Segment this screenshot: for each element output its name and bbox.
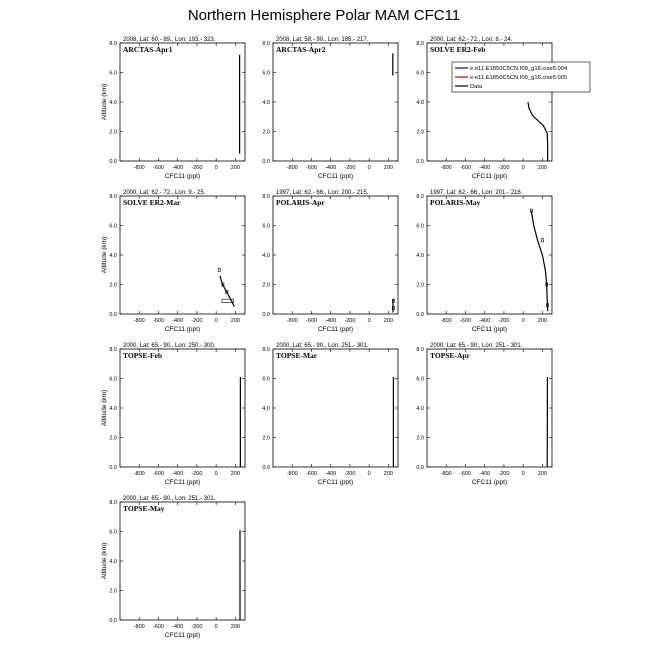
x-tick-label: -800 <box>286 318 298 324</box>
plot-frame <box>120 349 245 467</box>
x-axis-label: CFC11 (ppt) <box>164 632 201 639</box>
x-axis-label: CFC11 (ppt) <box>471 326 508 333</box>
x-axis-label: CFC11 (ppt) <box>317 173 354 180</box>
page-title: Northern Hemisphere Polar MAM CFC11 <box>187 7 461 24</box>
panel-label: TOPSE-May <box>123 504 165 513</box>
panel-caption: 2008, Lat: 58.- 90., Lon: 185.- 217. <box>276 37 369 43</box>
x-tick-label: -800 <box>286 471 298 477</box>
x-tick-label: -400 <box>325 318 337 324</box>
x-tick-label: -400 <box>479 318 491 324</box>
x-tick-label: -800 <box>440 318 452 324</box>
x-tick-label: -400 <box>172 471 184 477</box>
panel-topse-may <box>101 496 245 639</box>
x-tick-label: 0 <box>367 471 371 477</box>
x-tick-label: -200 <box>191 624 203 630</box>
data-range-box <box>218 268 220 271</box>
panel-label: TOPSE-Feb <box>123 351 163 360</box>
x-tick-label: -600 <box>305 318 317 324</box>
plot-frame <box>273 349 398 467</box>
x-tick-label: -600 <box>305 165 317 171</box>
y-tick-label: 6.0 <box>416 70 424 77</box>
panel-topse-mar <box>262 343 398 486</box>
panel-label: ARCTAS-Apr2 <box>276 45 326 54</box>
y-tick-label: 0.0 <box>109 159 117 165</box>
x-tick-label: 200 <box>230 165 240 171</box>
panel-caption: 1997, Lat: 62.- 66., Lon: 200.- 215. <box>276 190 369 196</box>
y-tick-label: 4.0 <box>416 406 424 412</box>
x-tick-label: 0 <box>214 624 218 630</box>
x-tick-label: 0 <box>367 165 371 171</box>
y-axis-label: Altitude (km) <box>101 83 108 121</box>
panel-caption: 2000, Lat: 65.- 90., Lon: 251.- 301. <box>276 343 369 349</box>
y-tick-label: 2.0 <box>416 129 424 136</box>
x-tick-label: -800 <box>133 165 145 171</box>
x-tick-label: -600 <box>152 624 164 630</box>
y-axis-label: Altitude (km) <box>101 542 108 580</box>
y-tick-label: 4.0 <box>109 406 117 412</box>
panel-caption: 2008, Lat: 60.- 89., Lon: 193.- 323. <box>123 37 216 43</box>
y-tick-label: 2.0 <box>109 282 117 289</box>
x-tick-label: -600 <box>459 165 471 171</box>
y-tick-label: 2.0 <box>416 435 424 442</box>
x-axis-label: CFC11 (ppt) <box>317 479 354 486</box>
y-tick-label: 2.0 <box>109 588 117 595</box>
y-tick-label: 0.0 <box>416 312 424 318</box>
panel-label: POLARIS-May <box>430 198 481 207</box>
y-tick-label: 8.0 <box>109 194 117 200</box>
y-tick-label: 4.0 <box>262 406 270 412</box>
y-tick-label: 0.0 <box>416 465 424 471</box>
y-tick-label: 6.0 <box>416 223 424 230</box>
x-axis-label: CFC11 (ppt) <box>317 326 354 333</box>
panel-caption: 2000, Lat: 65.- 90., Lon: 251.- 301. <box>123 496 216 502</box>
plot-frame <box>427 43 552 161</box>
x-tick-label: -600 <box>459 318 471 324</box>
x-tick-label: -800 <box>286 165 298 171</box>
panel-label: TOPSE-Apr <box>430 351 470 360</box>
y-tick-label: 0.0 <box>262 312 270 318</box>
y-tick-label: 0.0 <box>109 465 117 471</box>
x-tick-label: -400 <box>172 318 184 324</box>
x-tick-label: 0 <box>521 318 525 324</box>
x-tick-label: 0 <box>521 471 525 477</box>
panel-arctas-apr2 <box>262 37 398 180</box>
panel-label: ARCTAS-Apr1 <box>123 45 173 54</box>
x-tick-label: 0 <box>367 318 371 324</box>
y-tick-label: 8.0 <box>262 347 270 353</box>
panel-caption: 2000, Lat: 65.- 90., Lon: 251.- 301. <box>430 343 523 349</box>
plot-frame <box>427 349 552 467</box>
y-tick-label: 8.0 <box>109 347 117 353</box>
y-tick-label: 6.0 <box>262 376 270 383</box>
y-tick-label: 0.0 <box>416 159 424 165</box>
x-axis-label: CFC11 (ppt) <box>164 479 201 486</box>
x-tick-label: -800 <box>133 471 145 477</box>
data-range-box <box>541 239 543 242</box>
plot-frame <box>120 43 245 161</box>
x-tick-label: 200 <box>383 165 393 171</box>
y-tick-label: 0.0 <box>109 312 117 318</box>
x-tick-label: 200 <box>537 165 547 171</box>
panel-polaris-apr <box>262 190 398 333</box>
y-tick-label: 0.0 <box>262 159 270 165</box>
x-tick-label: -600 <box>459 471 471 477</box>
plot-frame <box>120 502 245 620</box>
x-axis-label: CFC11 (ppt) <box>164 326 201 333</box>
x-tick-label: -200 <box>344 318 356 324</box>
panel-solve-er2-mar <box>101 190 245 333</box>
y-tick-label: 8.0 <box>416 41 424 47</box>
y-tick-label: 6.0 <box>262 223 270 230</box>
x-tick-label: 200 <box>230 318 240 324</box>
y-tick-label: 6.0 <box>109 223 117 230</box>
legend-entry: e.e11.E1850C5CN.f09_g16.cise5.005 <box>470 75 568 81</box>
x-tick-label: -200 <box>498 165 510 171</box>
x-tick-label: 200 <box>230 471 240 477</box>
y-tick-label: 2.0 <box>262 435 270 442</box>
x-axis-label: CFC11 (ppt) <box>471 173 508 180</box>
y-tick-label: 4.0 <box>416 100 424 106</box>
x-tick-label: -400 <box>172 624 184 630</box>
x-tick-label: -200 <box>191 471 203 477</box>
panel-caption: 2000, Lat: 62.- 72., Lon: 8.- 24. <box>430 37 513 43</box>
x-axis-label: CFC11 (ppt) <box>471 479 508 486</box>
x-tick-label: 0 <box>214 471 218 477</box>
x-tick-label: -400 <box>172 165 184 171</box>
panel-topse-apr <box>416 343 552 486</box>
y-tick-label: 8.0 <box>109 500 117 506</box>
y-tick-label: 4.0 <box>109 100 117 106</box>
panel-arctas-apr1 <box>101 37 245 180</box>
x-tick-label: -400 <box>479 165 491 171</box>
y-tick-label: 8.0 <box>109 41 117 47</box>
y-tick-label: 4.0 <box>416 253 424 259</box>
y-tick-label: 2.0 <box>262 129 270 136</box>
x-tick-label: -200 <box>498 471 510 477</box>
y-tick-label: 6.0 <box>109 70 117 77</box>
x-tick-label: -200 <box>344 471 356 477</box>
x-tick-label: -400 <box>325 165 337 171</box>
plot-frame <box>427 196 552 314</box>
y-tick-label: 0.0 <box>262 465 270 471</box>
plot-frame <box>120 196 245 314</box>
y-tick-label: 4.0 <box>262 100 270 106</box>
x-tick-label: -800 <box>440 165 452 171</box>
x-tick-label: -800 <box>133 318 145 324</box>
y-tick-label: 2.0 <box>416 282 424 289</box>
y-tick-label: 2.0 <box>109 129 117 136</box>
legend-entry: Data <box>470 84 483 90</box>
panel-label: SOLVE ER2-Mar <box>123 198 181 207</box>
y-tick-label: 6.0 <box>109 529 117 536</box>
x-tick-label: -600 <box>152 318 164 324</box>
data-series-line <box>531 211 547 311</box>
y-tick-label: 4.0 <box>262 253 270 259</box>
x-tick-label: -600 <box>152 165 164 171</box>
y-tick-label: 6.0 <box>262 70 270 77</box>
panel-caption: 1997, Lat: 62.- 66., Lon: 201.- 216. <box>430 190 523 196</box>
y-tick-label: 4.0 <box>109 253 117 259</box>
panel-topse-feb <box>101 343 245 486</box>
x-tick-label: 200 <box>537 318 547 324</box>
x-tick-label: -600 <box>305 471 317 477</box>
panel-polaris-may <box>416 190 552 333</box>
x-tick-label: 200 <box>383 471 393 477</box>
y-tick-label: 0.0 <box>109 618 117 624</box>
y-tick-label: 6.0 <box>109 376 117 383</box>
panel-caption: 2000, Lat: 62.- 72., Lon: 9.- 25. <box>123 190 206 196</box>
panel-label: TOPSE-Mar <box>276 351 318 360</box>
x-tick-label: 0 <box>214 318 218 324</box>
legend-entry: e.e11.E1850C5CN.f09_g16.cise5.004 <box>470 66 568 72</box>
y-tick-label: 2.0 <box>262 282 270 289</box>
y-tick-label: 4.0 <box>109 559 117 565</box>
x-tick-label: -600 <box>152 471 164 477</box>
x-tick-label: -400 <box>479 471 491 477</box>
x-tick-label: -400 <box>325 471 337 477</box>
y-tick-label: 6.0 <box>416 376 424 383</box>
plot-frame <box>273 43 398 161</box>
y-axis-label: Altitude (km) <box>101 236 108 274</box>
x-tick-label: 200 <box>383 318 393 324</box>
y-tick-label: 8.0 <box>416 194 424 200</box>
panel-solve-er2-feb <box>416 37 590 180</box>
legend <box>452 62 590 92</box>
x-axis-label: CFC11 (ppt) <box>164 173 201 180</box>
x-tick-label: -200 <box>191 165 203 171</box>
panel-label: SOLVE ER2-Feb <box>430 45 486 54</box>
panel-label: POLARIS-Apr <box>276 198 325 207</box>
x-tick-label: -200 <box>498 318 510 324</box>
y-tick-label: 8.0 <box>262 41 270 47</box>
x-tick-label: 200 <box>537 471 547 477</box>
x-tick-label: -800 <box>440 471 452 477</box>
x-tick-label: -800 <box>133 624 145 630</box>
x-tick-label: 0 <box>214 165 218 171</box>
x-tick-label: 0 <box>521 165 525 171</box>
x-tick-label: -200 <box>344 165 356 171</box>
y-axis-label: Altitude (km) <box>101 389 108 427</box>
y-tick-label: 8.0 <box>416 347 424 353</box>
y-tick-label: 8.0 <box>262 194 270 200</box>
x-tick-label: -200 <box>191 318 203 324</box>
y-tick-label: 2.0 <box>109 435 117 442</box>
x-tick-label: 200 <box>230 624 240 630</box>
data-series-line <box>528 102 548 161</box>
plot-frame <box>273 196 398 314</box>
panel-caption: 2000, Lat: 65.- 90., Lon: 250.- 300. <box>123 343 216 349</box>
